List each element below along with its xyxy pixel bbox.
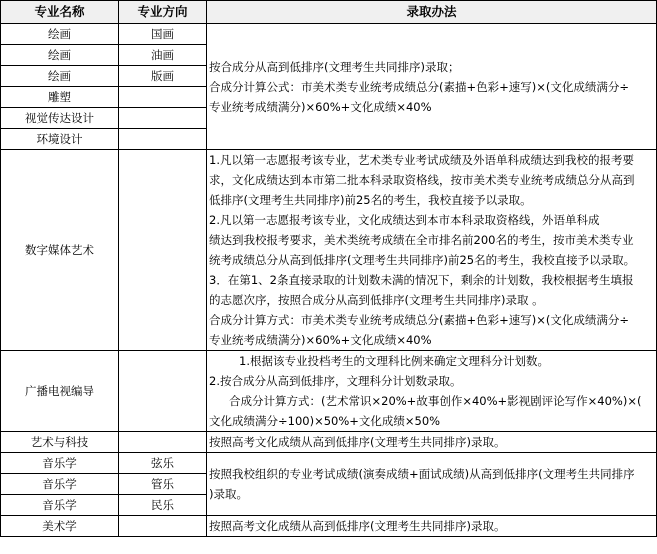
method-line: 文化成绩满分÷100)×50%+文化成绩×50%	[209, 414, 441, 428]
major-cell: 音乐学	[1, 495, 119, 516]
direction-cell: 版画	[119, 66, 207, 87]
major-cell: 绘画	[1, 24, 119, 45]
method-line: 专业统考成绩满分)×60%+文化成绩×40%	[209, 99, 432, 114]
method-line: 按照我校组织的专业考试成绩(演奏成绩+面试成绩)从高到低排序(文理考生共同排序	[209, 467, 635, 481]
major-cell: 广播电视编导	[1, 351, 119, 432]
method-line: 统考成绩总分从高到低排序(文理考生共同排序)前25名的考生，我校直接予以录取。	[209, 253, 636, 267]
method-line: 2.按合成分从高到低排序，文理科分计划数录取。	[209, 374, 462, 388]
method-line: 求，文化成绩达到本市第二批本科录取资格线，按市美术类专业统考成绩总分从高到	[209, 173, 635, 187]
method-line: )录取。	[209, 487, 248, 501]
method-cell-digital-media	[207, 150, 657, 351]
table-row	[1, 432, 657, 453]
table-row	[1, 24, 657, 45]
method-line: 合成分计算公式：市美术类专业统考成绩总分(素描+色彩+速写)×(文化成绩满分÷	[209, 79, 629, 94]
direction-cell: 国画	[119, 24, 207, 45]
method-line: 按照高考文化成绩从高到低排序(文理考生共同排序)录取。	[209, 435, 506, 449]
direction-cell	[119, 432, 207, 453]
direction-cell	[119, 516, 207, 537]
method-line: 1.凡以第一志愿报考该专业，艺术类专业考试成绩及外语单科成绩达到我校的报考要	[209, 153, 634, 167]
major-cell: 雕塑	[1, 87, 119, 108]
major-cell: 视觉传达设计	[1, 108, 119, 129]
method-line: 按合成分从高到低排序(文理考生共同排序)录取；	[209, 59, 460, 74]
major-cell: 环境设计	[1, 129, 119, 150]
table-row	[1, 453, 657, 474]
method-line: 的志愿次序，按照合成分从高到低排序(文理考生共同排序)录取 。	[209, 293, 544, 307]
header-major: 专业名称	[1, 1, 119, 24]
table-row	[1, 351, 657, 432]
method-line: 合成分计算方式：(艺术常识×20%+故事创作×40%+影视剧评论写作×40%)×(	[229, 394, 642, 408]
major-cell: 绘画	[1, 66, 119, 87]
method-line: 3．在第1、2条直接录取的计划数未满的情况下，剩余的计划数，我校根据考生填报	[209, 273, 634, 287]
major-cell: 数字媒体艺术	[1, 150, 119, 351]
method-cell-broadcast	[207, 351, 657, 432]
direction-cell: 民乐	[119, 495, 207, 516]
major-cell: 美术学	[1, 516, 119, 537]
direction-cell: 油画	[119, 45, 207, 66]
direction-cell	[119, 108, 207, 129]
method-cell-fine-arts	[207, 516, 657, 537]
method-cell-music	[207, 453, 657, 516]
method-line: 合成分计算方式：市美术类专业统考成绩总分(素描+色彩+速写)×(文化成绩满分÷	[209, 313, 629, 327]
header-row	[1, 1, 657, 24]
method-line: 低排序(文理考生共同排序)前25名的考生，我校直接予以录取。	[209, 193, 532, 207]
direction-cell: 弦乐	[119, 453, 207, 474]
method-line: 绩达到我校报考要求，美术类统考成绩在全市排名前200名的考生，按市美术类专业	[209, 233, 634, 247]
method-cell-group1	[207, 24, 657, 150]
header-direction: 专业方向	[119, 1, 207, 24]
method-line: 2.凡以第一志愿报考该专业，文化成绩达到本市本科录取资格线，外语单科成	[209, 213, 600, 227]
table-row	[1, 516, 657, 537]
direction-cell: 管乐	[119, 474, 207, 495]
direction-cell	[119, 351, 207, 432]
header-method: 录取办法	[207, 1, 657, 24]
major-cell: 音乐学	[1, 453, 119, 474]
direction-cell	[119, 150, 207, 351]
major-cell: 艺术与科技	[1, 432, 119, 453]
table-row	[1, 150, 657, 351]
method-line: 1.根据该专业投档考生的文理科比例来确定文理科分计划数。	[239, 354, 549, 368]
major-cell: 音乐学	[1, 474, 119, 495]
method-line: 按照高考文化成绩从高到低排序(文理考生共同排序)录取。	[209, 519, 506, 533]
major-cell: 绘画	[1, 45, 119, 66]
method-line: 专业统考成绩满分)×60%+文化成绩×40%	[209, 333, 432, 347]
direction-cell	[119, 129, 207, 150]
direction-cell	[119, 87, 207, 108]
method-cell-art-tech	[207, 432, 657, 453]
